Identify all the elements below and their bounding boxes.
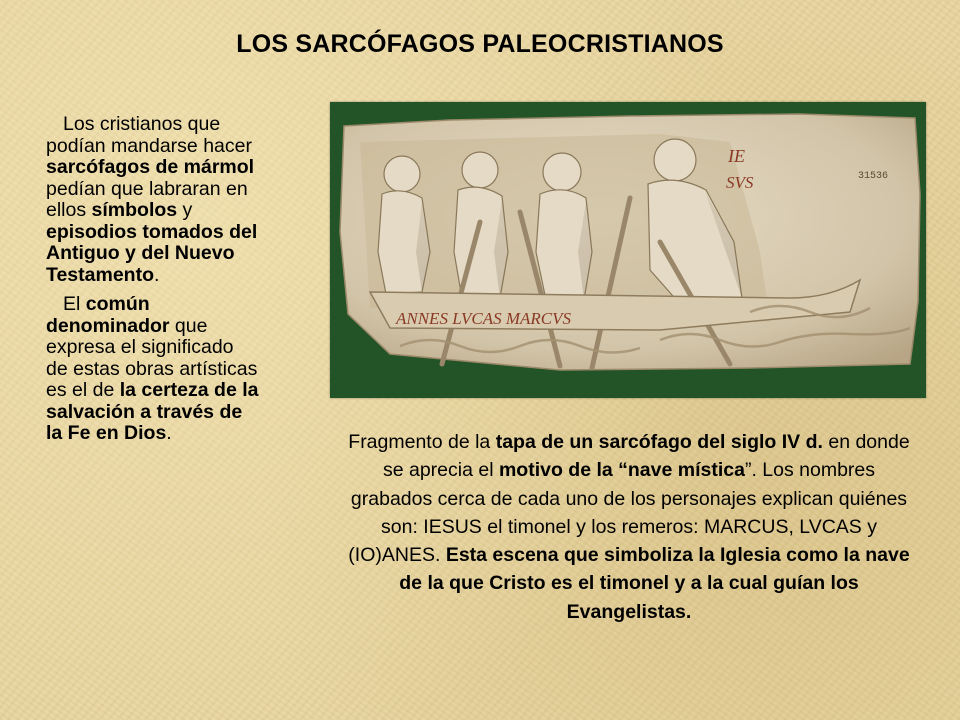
page-title: LOS SARCÓFAGOS PALEOCRISTIANOS [236,30,724,58]
bold-text-run: tapa de un sarcófago del siglo IV d. [495,431,823,453]
figure-head-christ [654,139,696,181]
sarcophagus-relief-image [330,102,926,398]
bold-text-run: símbolos [91,199,178,221]
figure-head-3 [543,153,581,191]
inscription-row: ANNES LVCAS MARCVS [396,309,572,328]
bold-text-run: sarcófagos de mármol [46,156,255,178]
text-run: El [63,293,86,315]
bold-text-run: la certeza de la salvación a través de la Fe en Dios [46,379,259,444]
text-run: que expresa el significado de estas obras artísticas es el de [46,314,258,401]
text-run: . [154,263,160,286]
text-run: en donde se aprecia el [382,431,910,482]
inscription-name-2: SVS [726,173,754,192]
intro-paragraph-2 [46,294,260,445]
text-run: . [166,422,172,444]
bold-text-run: episodios tomados del Antiguo y del Nuevo Testamento [46,220,258,286]
text-run: Los cristianos que podían mandarse hacer [46,113,252,157]
text-run: Fragmento de la [348,431,496,453]
bold-text-run: común denominador [46,293,170,337]
text-run: pedían que labraran en ellos [46,177,248,221]
figure-head-1 [384,156,420,192]
relief-drawing [330,102,926,398]
bold-text-run: motivo de la “nave mística [498,459,745,482]
text-run: y [177,199,193,221]
intro-paragraph-1 [46,114,260,286]
inscription-name-1: IE [728,146,745,166]
intro-text [46,114,260,453]
figure-head-2 [462,152,498,188]
image-caption [348,428,910,626]
catalog-number: 31536 [858,171,889,182]
bold-text-run: Esta escena que simboliza la Iglesia como la nave de la que Cristo es el timonel y a la cual guían los Evangelistas. [399,544,910,623]
text-run: ”. Los nombres grabados cerca de cada uno de los personajes explican quiénes son: IESUS el timonel y los remeros: MARCUS, LVCAS y (IO)ANES. [348,459,908,567]
